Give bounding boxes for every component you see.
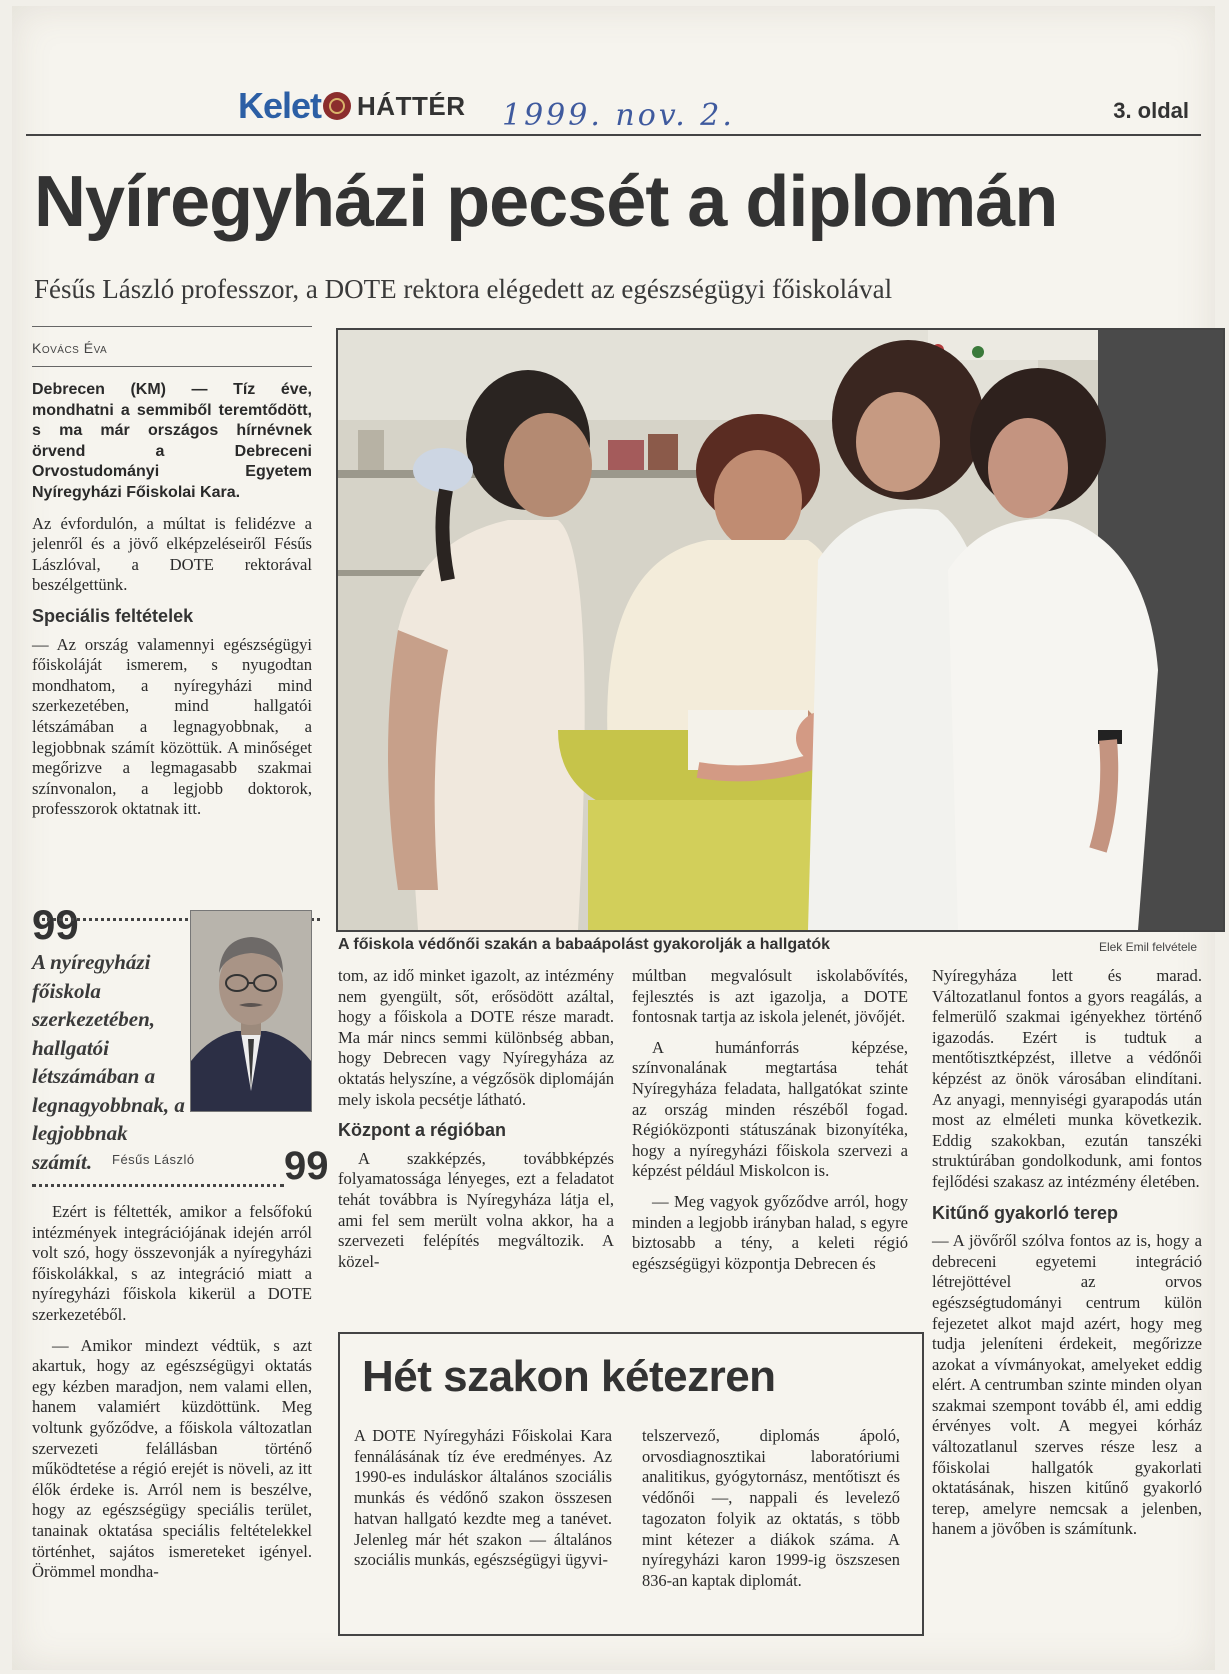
article-intro: Az évfordulón, a múltat is felidézve a jelenről és a jövő elképzeléseiről Fésűs Lászlóval, a DOTE rektorával beszélgettünk. [32,513,312,595]
column-3-paragraph-2: A humánforrás képzése, színvonalának megtartása tehát Nyíregyháza feladata, hallgatókat szinte az ország minden részéből fogad. Régióközponti státuszának bizonyítéka, hogy a nyíregyházi főiskola szervezi a képzést például Miskolcon is. [632,1037,908,1181]
nursing-students-photo-illustration [338,330,1223,930]
masthead [238,86,465,126]
quote-close-mark: 99 [284,1144,329,1188]
crosshead-special-conditions: Speciális feltételek [32,605,194,626]
column-2-paragraph-1: tom, az idő minket igazolt, az intézmény nem gyengült, sőt, erősödött azáltal, hogy a főiskola a DOTE része maradt. Ma már nincs semmi különbség abban, hogy Debrecen vagy Nyíregyháza az oktatás helyszíne, a végzősök diplomáján mely iskola pecsétje látható. [338,966,614,1109]
column-3-paragraph-3: — Meg vagyok győződve arról, hogy minden a legjobb irányban halad, s egyre biztosabb a tény, a keleti régió egészségügyi központja Debrecen és [632,1191,908,1273]
article-headline: Nyíregyházi pecsét a diplomán [34,162,1058,242]
crosshead-excellent-practice-ground: Kitűnő gyakorló terep [932,1202,1119,1223]
portrait-illustration [191,911,311,1111]
column-4-paragraph-2: — A jövőről szólva fontos az is, hogy a debreceni egyetemi integráció létrejöttével az orvos egészségtudományi centrum külön fejezetet alkot majd azért, hogy meg tudja jeleníteni érdekeit, megőrizze azokat a vívmányokat, amelyeket eddig elért. A centrumban szinte minden olyan szakmai szempont tovább él, ami eddig érvényes volt. A megyei kórház változatlanul szerves része lesz a főiskolai hallgatók gyakorlati oktatásának, hiszen kitűnő gyakorló terep, amelyre nemcsak a jelenben, hanem a jövőben is számítunk. [932,1231,1202,1539]
coat-of-arms-icon [323,92,351,120]
byline: Kovács Éva [32,340,108,356]
article-subheadline: Fésűs László professzor, a DOTE rektora elégedett az egészségügyi főiskolával [34,274,893,304]
pull-quote-text: A nyíregyházi főiskola szerkezetében, hallgatói létszámában a legnagyobbnak, a legjobbnak számít. [32,950,185,1174]
column-4 [932,966,1202,1550]
byline-rule-top [32,326,312,327]
handwritten-date: 1999. nov. 2. [502,98,735,133]
column-1-upper [32,380,312,830]
crosshead-regional-center: Központ a régióban [338,1120,506,1141]
column-1-lower [32,1202,312,1593]
sidebar-box-column-b: telszervező, diplomás ápoló, orvosdiagnosztikai laboratóriumi analitikus, gyógytornász, mentőtiszt és védőnői —, nappali és levelező tagozaton folyik az oktatás, s több mint kétezer a diákok száma. A nyíregyházi karon 1999-ig öszszesen 836-an kaptak diplomát. [642,1426,900,1590]
quote-dotted-rule-bottom [32,1184,284,1187]
sidebar-box-column-a: A DOTE Nyíregyházi Főiskolai Kara fennálásának tíz éve eredményes. Az 1990-es induláskor általános szociális munkás és védőnő szakon összesen hatvan hallgató kezdte meg a tanévet. Jelenleg már hét szakon — általános szociális munkás, egészségügyi ügyvi- [354,1426,612,1570]
photo-caption: A főiskola védőnői szakán a babaápolást gyakorolják a hallgatók [338,936,831,953]
newspaper-page [12,6,1215,1670]
column-1-paragraph-1: — Az ország valamennyi egészségügyi főiskoláját ismerem, s nyugodtan mondhatom, a nyíregyházi mind szerkezetében, mind hallgatói létszámában a legnagyobbnak, a legjobbnak számít közöttük. A minőséget megőrizve a legmagasabb szakmai színvonalon, a legjobb doktorok, professzorok oktatnak itt. [32,634,312,819]
kelet-logo: Kelet [238,85,322,126]
column-3-paragraph-1: múltban megvalósult iskolabővítés, fejlesztés is azt igazolja, a DOTE fontosnak tartja az iskola jelenét, jövőjét. [632,966,908,1027]
quote-open-mark: 99 [32,901,79,948]
column-1-paragraph-2: Ezért is féltették, amikor a felsőfokú intézmények integrációjának idején arról volt szó, hogy összevonják a nyíregyházi főiskolákkal, s az integráció miatt a nyíregyházi főiskola kikerül a DOTE szerkezetéből. [32,1202,312,1324]
column-2-paragraph-2: A szakképzés, továbbképzés folyamatossága lényeges, ezt a feladatot tehát továbbra is Nyíregyháza látja el, ami fel sem merült volna akkor, ha a szervezeti felépítés megváltozik. A közel- [338,1148,614,1271]
byline-rule-bottom [32,366,312,367]
pull-quote-attribution: Fésűs László [112,1152,195,1167]
column-1-paragraph-3: — Amikor mindezt védtük, s azt akartuk, hogy az egészségügyi oktatás egy kézben maradjon, nem valami ellen, hanem valamiért küzdöttünk. Meg voltunk győződve, a főiskola változatlan szervezeti felállásban történő működtetése a régió erejét is növeli, az itt élők érdeke is. Arról nem is beszélve, hogy az egészségügy speciális terület, tanainak oktatása speciális feltételekkel történhet, sajátos ismereteket igényel. Örömmel mondha- [32,1335,312,1582]
portrait-photo [190,910,312,1112]
top-rule [26,134,1201,136]
sidebar-box [338,1332,924,1636]
article-lead: Debrecen (KM) — Tíz éve, mondhatni a semmiből teremtődött, s ma már országos hírnévnek örvend a Debreceni Orvostudományi Egyetem Nyíregyházi Főiskolai Kara. [32,381,312,501]
column-4-paragraph-1: Nyíregyháza lett és marad. Változatlanul fontos a gyors reagálás, a felmerülő szakmai igényekhez történő igazodás. Ezért is tudtuk a mentőtisztképzést, illetve a védőnői képzést az önök városában elindítani. Az anyagi, mennyiségi gyarapodás után most az elméleti munka következik. Eddig szakokban, ezután tanszéki struktúrában gondolkodunk, ami fontos fejlődési szakasz az intézmény életében. [932,966,1202,1191]
page-number: 3. oldal [1113,98,1189,123]
sidebar-box-title: Hét szakon kétezren [362,1352,776,1401]
section-label: HÁTTÉR [357,90,466,121]
article-photo [336,328,1225,932]
column-3 [632,966,908,1284]
photo-credit: Elek Emil felvétele [1098,940,1197,954]
column-2 [338,966,614,1282]
